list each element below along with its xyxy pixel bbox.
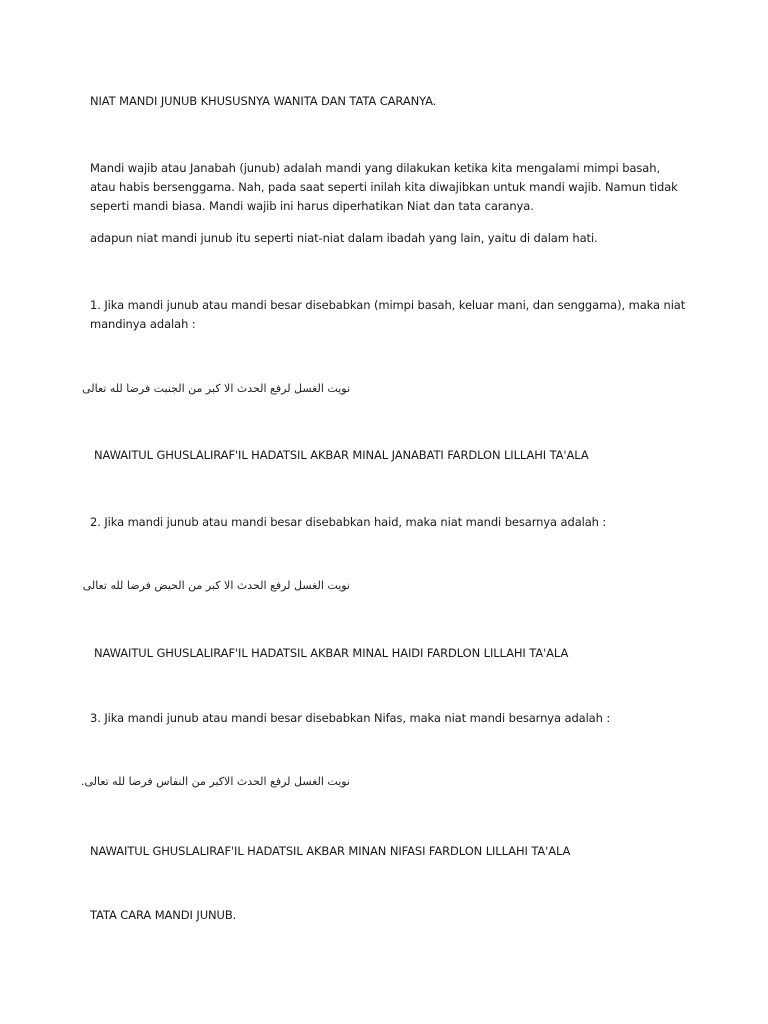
item1-line-2: mandinya adalah : bbox=[90, 317, 196, 331]
niat-paragraph: adapun niat mandi junub itu seperti niat-niat dalam ibadah yang lain, yaitu di dalam hati. bbox=[90, 231, 598, 245]
item1-line-1: 1. Jika mandi junub atau mandi besar disebabkan (mimpi basah, keluar mani, dan senggama), maka niat bbox=[90, 298, 686, 312]
intro-line-3: seperti mandi biasa. Mandi wajib ini harus diperhatikan Niat dan tata caranya. bbox=[90, 199, 534, 213]
document-title: NIAT MANDI JUNUB KHUSUSNYA WANITA DAN TATA CARANYA. bbox=[90, 94, 437, 108]
intro-line-2: atau habis bersenggama. Nah, pada saat seperti inilah kita diwajibkan untuk mandi wajib. Namun tidak bbox=[90, 180, 678, 194]
item2-line: 2. Jika mandi junub atau mandi besar disebabkan haid, maka niat mandi besarnya adalah : bbox=[90, 515, 607, 529]
item1-latin-niat: NAWAITUL GHUSLALIRAF'IL HADATSIL AKBAR MINAL JANABATI FARDLON LILLAHI TA'ALA bbox=[94, 448, 589, 462]
item1-arabic-niat: نويت الغسل لرفع الحدث الا كبر من الجنبت فرضا لله تعالى bbox=[82, 382, 350, 395]
item2-latin-niat: NAWAITUL GHUSLALIRAF'IL HADATSIL AKBAR MINAL HAIDI FARDLON LILLAHI TA'ALA bbox=[94, 646, 569, 660]
item3-line: 3. Jika mandi junub atau mandi besar disebabkan Nifas, maka niat mandi besarnya adalah : bbox=[90, 711, 611, 725]
item3-latin-niat: NAWAITUL GHUSLALIRAF'IL HADATSIL AKBAR MINAN NIFASI FARDLON LILLAHI TA'ALA bbox=[90, 844, 571, 858]
item2-arabic-niat: نويت الغسل لرفع الحدث الا كبر من الحيض فرضا لله تعالى bbox=[82, 579, 350, 592]
item3-arabic-niat: نويت الغسل لرفع الحدث الاكبر من النفاس فرضا لله تعالى. bbox=[80, 775, 350, 788]
final-heading: TATA CARA MANDI JUNUB. bbox=[90, 908, 237, 922]
intro-line-1: Mandi wajib atau Janabah (junub) adalah mandi yang dilakukan ketika kita mengalami mimpi basah, bbox=[90, 161, 660, 175]
